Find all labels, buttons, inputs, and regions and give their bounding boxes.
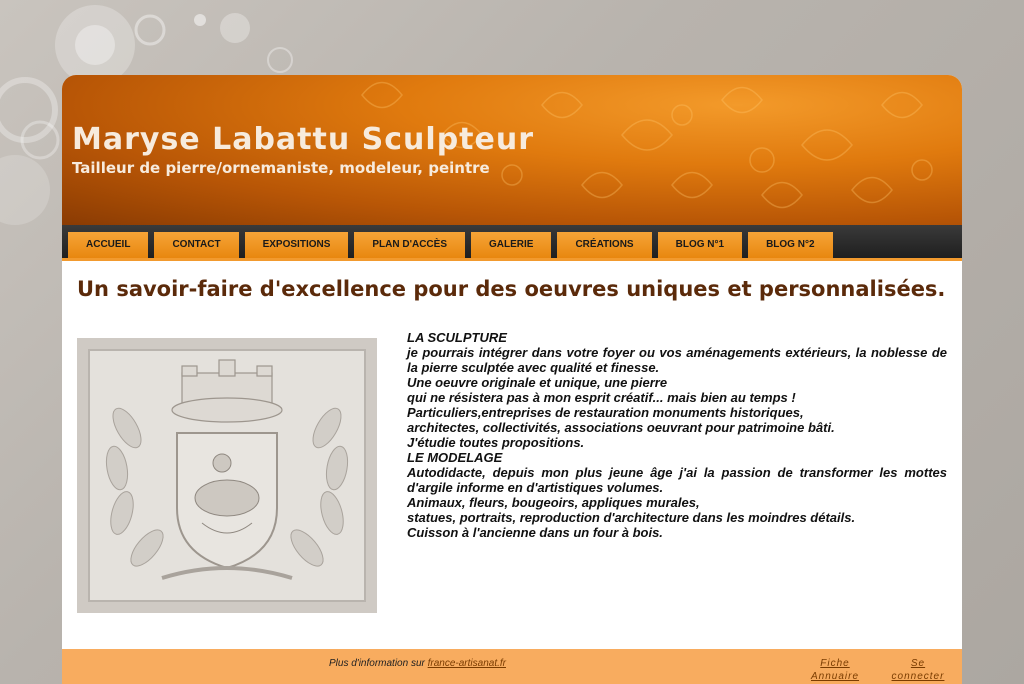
nav-item-accueil[interactable]: ACCUEIL <box>68 232 148 258</box>
france-artisanat-link[interactable]: france-artisanat.fr <box>427 658 506 669</box>
nav-item-contact[interactable]: CONTACT <box>154 232 238 258</box>
footer-info-text: Plus d'information sur <box>329 658 428 669</box>
se-connecter-link[interactable] <box>888 657 948 683</box>
text-line: J'étudie toutes propositions. <box>407 435 585 450</box>
nav-item-blog-2[interactable]: BLOG N°2 <box>748 232 832 258</box>
site-title: Maryse Labattu Sculpteur <box>72 122 535 157</box>
coat-of-arms-relief-image <box>77 338 377 613</box>
nav-tabs <box>68 232 839 258</box>
main-navigation <box>62 225 962 261</box>
text-line: Autodidacte, depuis mon plus jeune âge j'ai la passion de transformer les mottes d'argile informe en d'artistiques volumes. <box>407 465 947 495</box>
text-line: Une oeuvre originale et unique, une pierre <box>407 375 668 390</box>
site-footer <box>62 649 962 684</box>
fiche-annuaire-line2: Annuaire <box>810 671 860 682</box>
site-container <box>62 75 962 684</box>
nav-item-plan-acces[interactable]: PLAN D'ACCÈS <box>354 232 465 258</box>
fiche-annuaire-link[interactable] <box>805 657 865 683</box>
text-line: je pourrais intégrer dans votre foyer ou vos aménagements extérieurs, la noblesse de la pierre sculptée avec qualité et finesse. <box>407 345 947 375</box>
text-line: statues, portraits, reproduction d'architecture dans les moindres détails. <box>407 510 856 525</box>
page-tagline: Un savoir-faire d'excellence pour des oeuvres uniques et personnalisées. <box>77 277 946 301</box>
section-heading-modelage: LE MODELAGE <box>407 450 503 465</box>
text-line: qui ne résistera pas à mon esprit créatif... mais bien au temps ! <box>407 390 796 405</box>
footer-info <box>329 658 506 669</box>
text-line: Cuisson à l'ancienne dans un four à bois. <box>407 525 663 540</box>
nav-item-creations[interactable]: CRÉATIONS <box>557 232 651 258</box>
se-connecter-line1: Se <box>910 658 926 669</box>
description-text <box>407 330 947 540</box>
site-header <box>62 75 962 225</box>
sculpture-photo <box>77 338 377 613</box>
fiche-annuaire-line1: Fiche <box>820 658 850 669</box>
main-content <box>62 261 962 648</box>
site-subtitle: Tailleur de pierre/ornemaniste, modeleur, peintre <box>72 159 490 177</box>
text-line: architectes, collectivités, associations oeuvrant pour patrimoine bâti. <box>407 420 835 435</box>
nav-item-expositions[interactable]: EXPOSITIONS <box>245 232 349 258</box>
se-connecter-line2: connecter <box>891 671 945 682</box>
text-line: Particuliers,entreprises de restauration monuments historiques, <box>407 405 804 420</box>
nav-item-galerie[interactable]: GALERIE <box>471 232 551 258</box>
section-heading-sculpture: LA SCULPTURE <box>407 330 507 345</box>
nav-item-blog-1[interactable]: BLOG N°1 <box>658 232 742 258</box>
text-line: Animaux, fleurs, bougeoirs, appliques murales, <box>407 495 700 510</box>
